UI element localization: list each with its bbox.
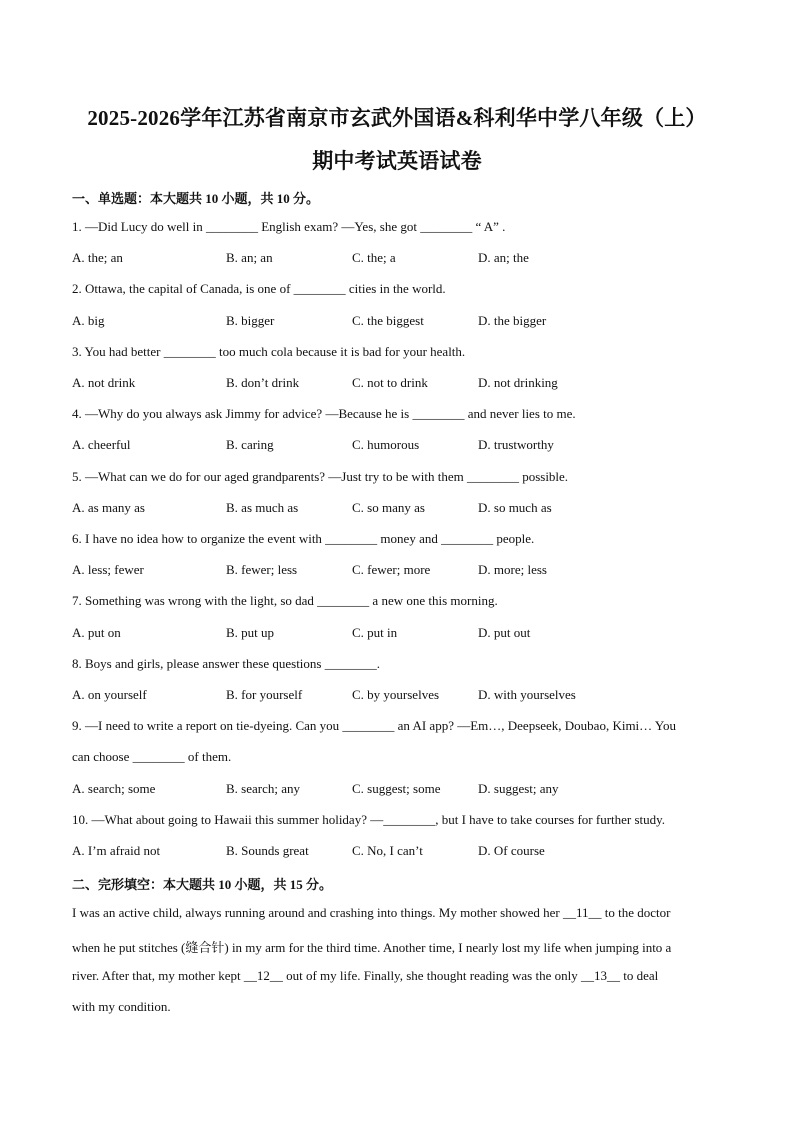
option-d: D. put out (478, 625, 531, 640)
question-stem-continued: can choose ________ of them. (72, 749, 232, 764)
question-stem: 4. —Why do you always ask Jimmy for advice? —Because he is ________ and never lies to me. (72, 406, 576, 421)
option-b: B. caring (226, 437, 274, 452)
option-c: C. so many as (352, 500, 425, 515)
option-c: C. by yourselves (352, 687, 440, 702)
question-stem: 8. Boys and girls, please answer these questions ________. (72, 656, 380, 671)
option-c: C. humorous (352, 437, 420, 452)
option-d: D. an; the (478, 250, 529, 265)
option-d: D. not drinking (478, 375, 558, 390)
question-stem: 2. Ottawa, the capital of Canada, is one of ________ cities in the world. (72, 281, 446, 296)
option-b: B. for yourself (226, 687, 303, 702)
option-d: D. more; less (478, 562, 547, 577)
option-d: D. the bigger (478, 313, 547, 328)
option-a: A. as many as (72, 500, 145, 515)
option-b: B. as much as (226, 500, 299, 515)
option-b: B. Sounds great (226, 843, 309, 858)
option-a: A. cheerful (72, 437, 131, 452)
passage-line: with my condition. (72, 999, 171, 1014)
passage-line: river. After that, my mother kept __12__ out of my life. Finally, she thought reading was the only __13__ to deal (72, 968, 659, 983)
option-b: B. put up (226, 625, 275, 640)
question-stem: 7. Something was wrong with the light, so dad ________ a new one this morning. (72, 593, 498, 608)
option-d: D. suggest; any (478, 781, 559, 796)
option-d: D. with yourselves (478, 687, 576, 702)
option-a: A. on yourself (72, 687, 147, 702)
option-a: A. put on (72, 625, 121, 640)
question-stem: 9. —I need to write a report on tie-dyeing. Can you ________ an AI app? —Em…, Deepseek, Doubao, Kimi… You (72, 718, 677, 733)
option-a: A. big (72, 313, 105, 328)
exam-title: 2025-2026学年江苏省南京市玄武外国语&科利华中学八年级（上） (87, 106, 707, 130)
option-b: B. fewer; less (226, 562, 298, 577)
option-a: A. search; some (72, 781, 156, 796)
option-a: A. not drink (72, 375, 136, 390)
question-stem: 5. —What can we do for our aged grandparents? —Just try to be with them ________ possible. (72, 469, 569, 484)
section-heading-single-choice: 一、单选题：本大题共 10 小题，共 10 分。 (72, 191, 320, 206)
option-a: A. less; fewer (72, 562, 144, 577)
option-b: B. bigger (226, 313, 275, 328)
option-c: C. put in (352, 625, 398, 640)
option-b: B. an; an (226, 250, 273, 265)
option-c: C. No, I can’t (352, 843, 423, 858)
option-d: D. trustworthy (478, 437, 554, 452)
option-c: C. suggest; some (352, 781, 441, 796)
option-d: D. Of course (478, 843, 545, 858)
option-c: C. not to drink (352, 375, 428, 390)
option-a: A. I’m afraid not (72, 843, 161, 858)
option-b: B. don’t drink (226, 375, 300, 390)
option-b: B. search; any (226, 781, 301, 796)
exam-subtitle: 期中考试英语试卷 (312, 149, 482, 173)
passage-line: when he put stitches (缝合针) in my arm for the third time. Another time, I nearly lost my life when jumping into a (72, 940, 672, 955)
option-a: A. the; an (72, 250, 123, 265)
option-d: D. so much as (478, 500, 552, 515)
question-stem: 6. I have no idea how to organize the event with ________ money and ________ people. (72, 531, 535, 546)
option-c: C. fewer; more (352, 562, 431, 577)
question-stem: 3. You had better ________ too much cola because it is bad for your health. (72, 344, 466, 359)
question-stem: 1. —Did Lucy do well in ________ English exam? —Yes, she got ________ “ A” . (72, 219, 506, 234)
section-heading-cloze: 二、完形填空：本大题共 10 小题，共 15 分。 (72, 877, 333, 892)
passage-line: I was an active child, always running around and crashing into things. My mother showed her __11__ to the doctor (72, 905, 671, 920)
option-c: C. the; a (352, 250, 396, 265)
option-c: C. the biggest (352, 313, 424, 328)
question-stem: 10. —What about going to Hawaii this summer holiday? —________, but I have to take courses for further study. (72, 812, 666, 827)
